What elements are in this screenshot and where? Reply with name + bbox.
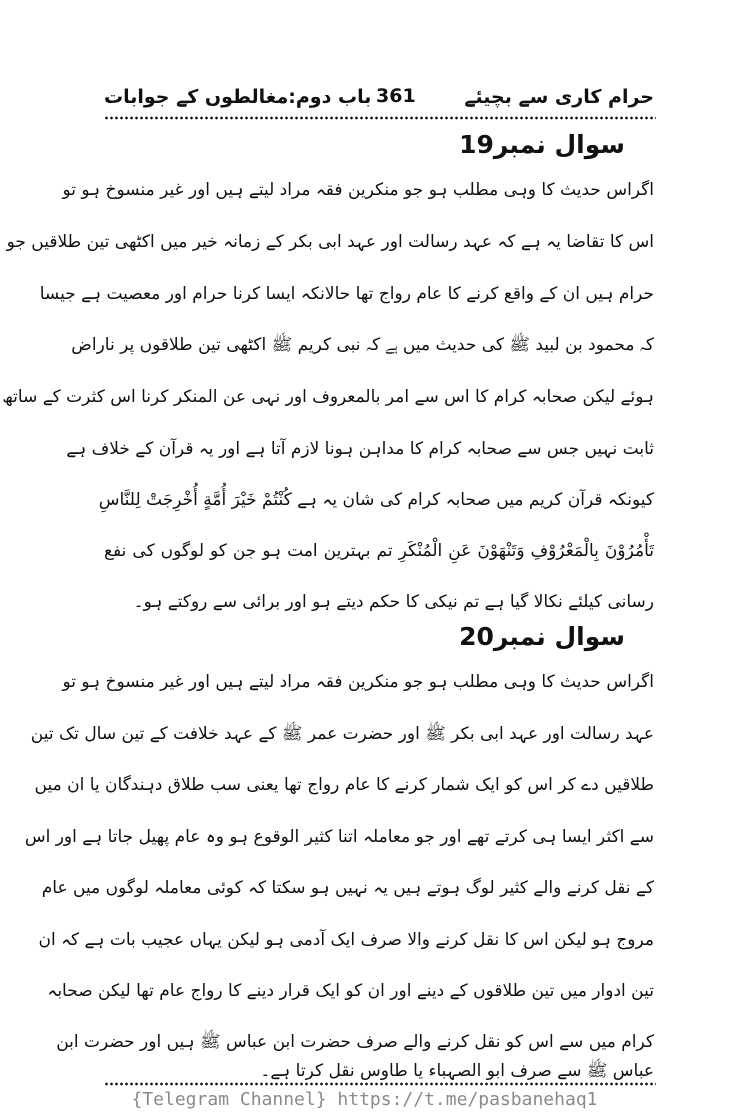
body-line: طلاقیں دے کر اس کو ایک شمار کرنے کا عام رواج تھا یعنی سب طلاق دہندگان یا ان میں (34, 775, 654, 795)
body-line: تین ادوار میں تین طلاقوں کے دینے اور ان کو ایک قرار دینے کا رواج عام تھا لیکن صحابہ (47, 981, 654, 1001)
body-line: ثابت نہیں جس سے صحابہ کرام کا مداہن ہونا لازم آتا ہے اور یہ قرآن کے خلاف ہے (66, 439, 654, 459)
header-dotted-divider (104, 116, 656, 120)
body-line: عہد رسالت اور عہد ابی بکر ﷺ اور حضرت عمر ﷺ کے عہد خلافت کے تین سال تک تین (30, 724, 654, 744)
header-chapter-title: باب دوم:مغالطوں کے جوابات (104, 86, 372, 108)
body-line: کے نقل کرنے والے کثیر لوگ ہوتے ہیں یہ نہیں ہو سکتا کہ کوئی معاملہ لوگوں میں عام (41, 878, 654, 898)
footer-dotted-divider (104, 1082, 656, 1086)
header-book-title: حرام کاری سے بچیئے (464, 86, 654, 108)
header-page-number: 361 (376, 85, 416, 107)
body-line: اگراس حدیث کا وہی مطلب ہو جو منکرین فقہ مراد لیتے ہیں اور غیر منسوخ ہو تو (62, 180, 654, 200)
question-20-title: سوال نمبر20 (459, 622, 625, 651)
body-line: کرام میں سے اس کو نقل کرنے والے صرف حضرت ابن عباس ﷺ ہیں اور حضرت ابن (56, 1032, 654, 1052)
page-header (104, 86, 654, 116)
body-line: سے اکثر ایسا ہی کرتے تھے اور جو معاملہ اتنا کثیر الوقوع ہو وہ عام پھیل جاتا ہے اور اس (24, 827, 654, 847)
body-line: عباس ﷺ سے صرف ابو الصہباء یا طاوس نقل کرتا ہے۔ (260, 1061, 654, 1081)
body-line: اس کا تقاضا یہ ہے کہ عہد رسالت اور عہد ابی بکر کے زمانہ خیر میں اکٹھی تین طلاقیں جو (6, 232, 654, 252)
body-line: حرام ہیں ان کے واقع کرنے کا عام رواج تھا حالانکہ ایسا کرنا حرام اور معصیت ہے جیسا (39, 284, 654, 304)
telegram-watermark: {Telegram Channel} https://t.me/pasbanehaq1 (131, 1089, 598, 1110)
body-line: رسانی کیلئے نکالا گیا ہے تم نیکی کا حکم دیتے ہو اور برائی سے روکتے ہو۔ (133, 592, 654, 612)
body-line: تَأْمُرُوْنَ بِالْمَعْرُوْفِ وَتَنْهَوْنَ عَنِ الْمُنْكَرِ تم بہترین امت ہو جن کو لوگوں کی نفع (104, 541, 654, 561)
question-19-title: سوال نمبر19 (459, 130, 625, 159)
body-line: ہوئے لیکن صحابہ کرام کا اس سے امر بالمعروف اور نہی عن المنکر کرنا اس کثرت کے ساتھ (2, 387, 654, 407)
body-line: مروج ہو لیکن اس کا نقل کرنے والا صرف ایک آدمی ہو لیکن یہاں عجیب بات ہے کہ ان (38, 930, 654, 950)
body-line: کیونکہ قرآن کریم میں صحابہ کرام کی شان یہ ہے كُنْتُمْ خَيْرَ أُمَّةٍ أُخْرِجَتْ لِلنَّاسِ (98, 490, 654, 510)
body-line: اگراس حدیث کا وہی مطلب ہو جو منکرین فقہ مراد لیتے ہیں اور غیر منسوخ ہو تو (62, 672, 654, 692)
body-line: کہ محمود بن لبید ﷺ کی حدیث میں ہے کہ نبی کریم ﷺ اکٹھی تین طلاقوں پر ناراض (71, 335, 654, 355)
